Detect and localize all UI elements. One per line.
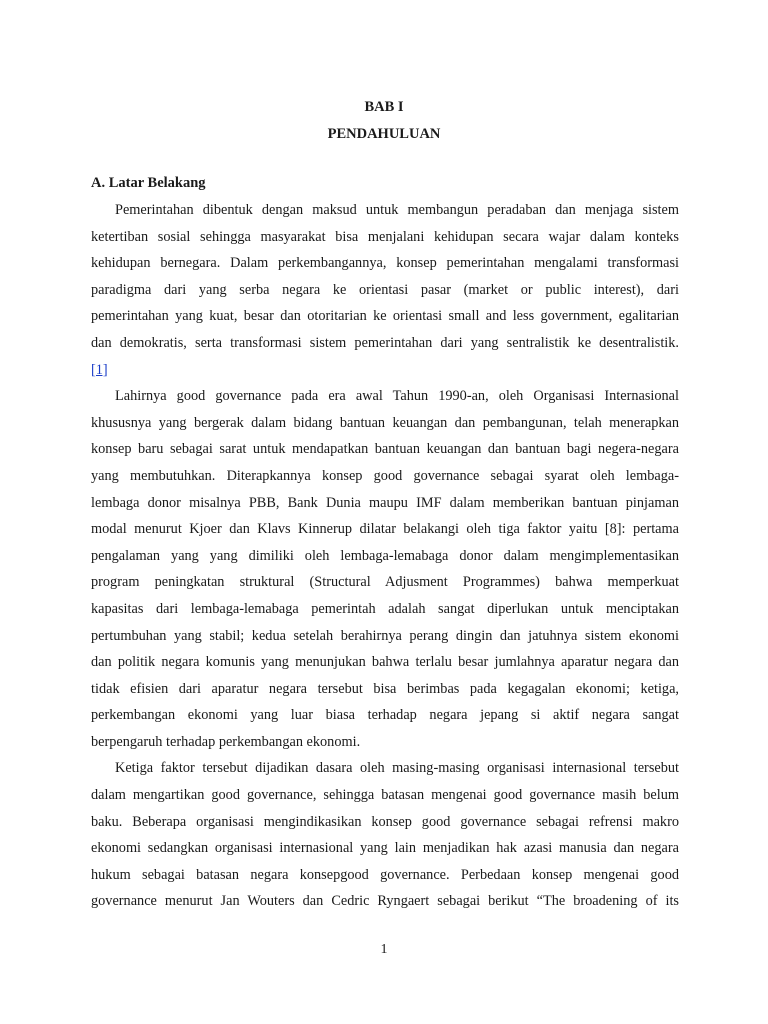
text-line: hukum sebagai batasan negara konsepgood governance. Perbedaan konsep mengenai good xyxy=(91,866,679,883)
text-line: Pemerintahan dibentuk dengan maksud untuk membangun peradaban dan menjaga sistem xyxy=(115,202,679,218)
text-line: pengalaman yang yang dimiliki oleh lembaga-lemabaga donor dalam mengimplementasikan xyxy=(91,547,679,564)
text-line: perkembangan ekonomi yang luar biasa terhadap negara jepang si aktif negara sangat xyxy=(91,707,679,724)
text-line: Lahirnya good governance pada era awal Tahun 1990-an, oleh Organisasi Internasional xyxy=(115,388,679,405)
chapter-heading xyxy=(0,94,768,148)
text-line: program peningkatan struktural (Structural Adjusment Programmes) bahwa memperkuat xyxy=(91,574,679,591)
text-line: Ketiga faktor tersebut dijadikan dasara oleh masing-masing organisasi internasional tersebut xyxy=(115,760,679,777)
section-heading: A. Latar Belakang xyxy=(91,175,206,191)
chapter-title: PENDAHULUAN xyxy=(327,126,441,142)
text-line: modal menurut Kjoer dan Klavs Kinnerup dilatar belakangi oleh tiga faktor yaitu [8]: pertama xyxy=(91,521,679,538)
text-line: konsep baru sebagai sarat untuk mendapatkan bantuan keuangan dan bantuan bagi negera-negara xyxy=(91,441,679,458)
chapter-number: BAB I xyxy=(364,99,404,115)
text-line: khususnya yang bergerak dalam bidang bantuan keuangan dan pembangunan, telah menerapkan xyxy=(91,414,679,431)
text-line: pemerintahan yang kuat, besar dan otoritarian ke orientasi small and less government, egalitarian xyxy=(91,308,679,325)
text-line: kapasitas dari lembaga-lemabaga pemerintah adalah sangat diperlukan untuk menciptakan xyxy=(91,600,679,617)
text-line: ekonomi sedangkan organisasi internasional yang lain menjadikan hak azasi manusia dan negara xyxy=(91,840,679,857)
text-line: governance menurut Jan Wouters dan Cedric Ryngaert sebagai berikut “The broadening of its xyxy=(91,893,679,910)
text-line: pertumbuhan yang stabil; kedua setelah berahirnya perang dingin dan jatuhnya sistem ekonomi xyxy=(91,627,679,644)
text-line xyxy=(91,357,679,384)
text-line: dan demokratis, serta transformasi sistem pemerintahan dari yang sentralistik ke desentralistik. xyxy=(91,334,679,351)
text-line: kehidupan bernegara. Dalam perkembangannya, konsep pemerintahan mengalami transformasi xyxy=(91,255,679,272)
text-line: dan politik negara komunis yang menunjukan bahwa terlalu besar jumlahnya aparatur negara dan xyxy=(91,654,679,671)
text-line: baku. Beberapa organisasi mengindikasikan konsep good governance sebagai refrensi makro xyxy=(91,813,679,830)
citation-link[interactable]: [1] xyxy=(91,361,108,378)
text-line: yang membutuhkan. Diterapkannya konsep good governance sebagai syarat oleh lembaga- xyxy=(91,467,679,484)
text-line: berpengaruh terhadap perkembangan ekonomi. xyxy=(91,733,361,750)
text-line: paradigma dari yang serba negara ke orientasi pasar (market or public interest), dari xyxy=(91,281,679,298)
page-number: 1 xyxy=(380,942,388,957)
body-text xyxy=(91,197,679,915)
text-line: dalam mengartikan good governance, sehingga batasan mengenai good governance masih belum xyxy=(91,787,679,804)
text-line: lembaga donor misalnya PBB, Bank Dunia maupu IMF dalam memberikan bantuan pinjaman xyxy=(91,494,679,511)
text-line: tidak efisien dari aparatur negara tersebut bisa berimbas pada kegagalan ekonomi; ketiga, xyxy=(91,680,679,697)
text-line: ketertiban sosial sehingga masyarakat bisa menjalani kehidupan secara wajar dalam konteks xyxy=(91,228,679,245)
